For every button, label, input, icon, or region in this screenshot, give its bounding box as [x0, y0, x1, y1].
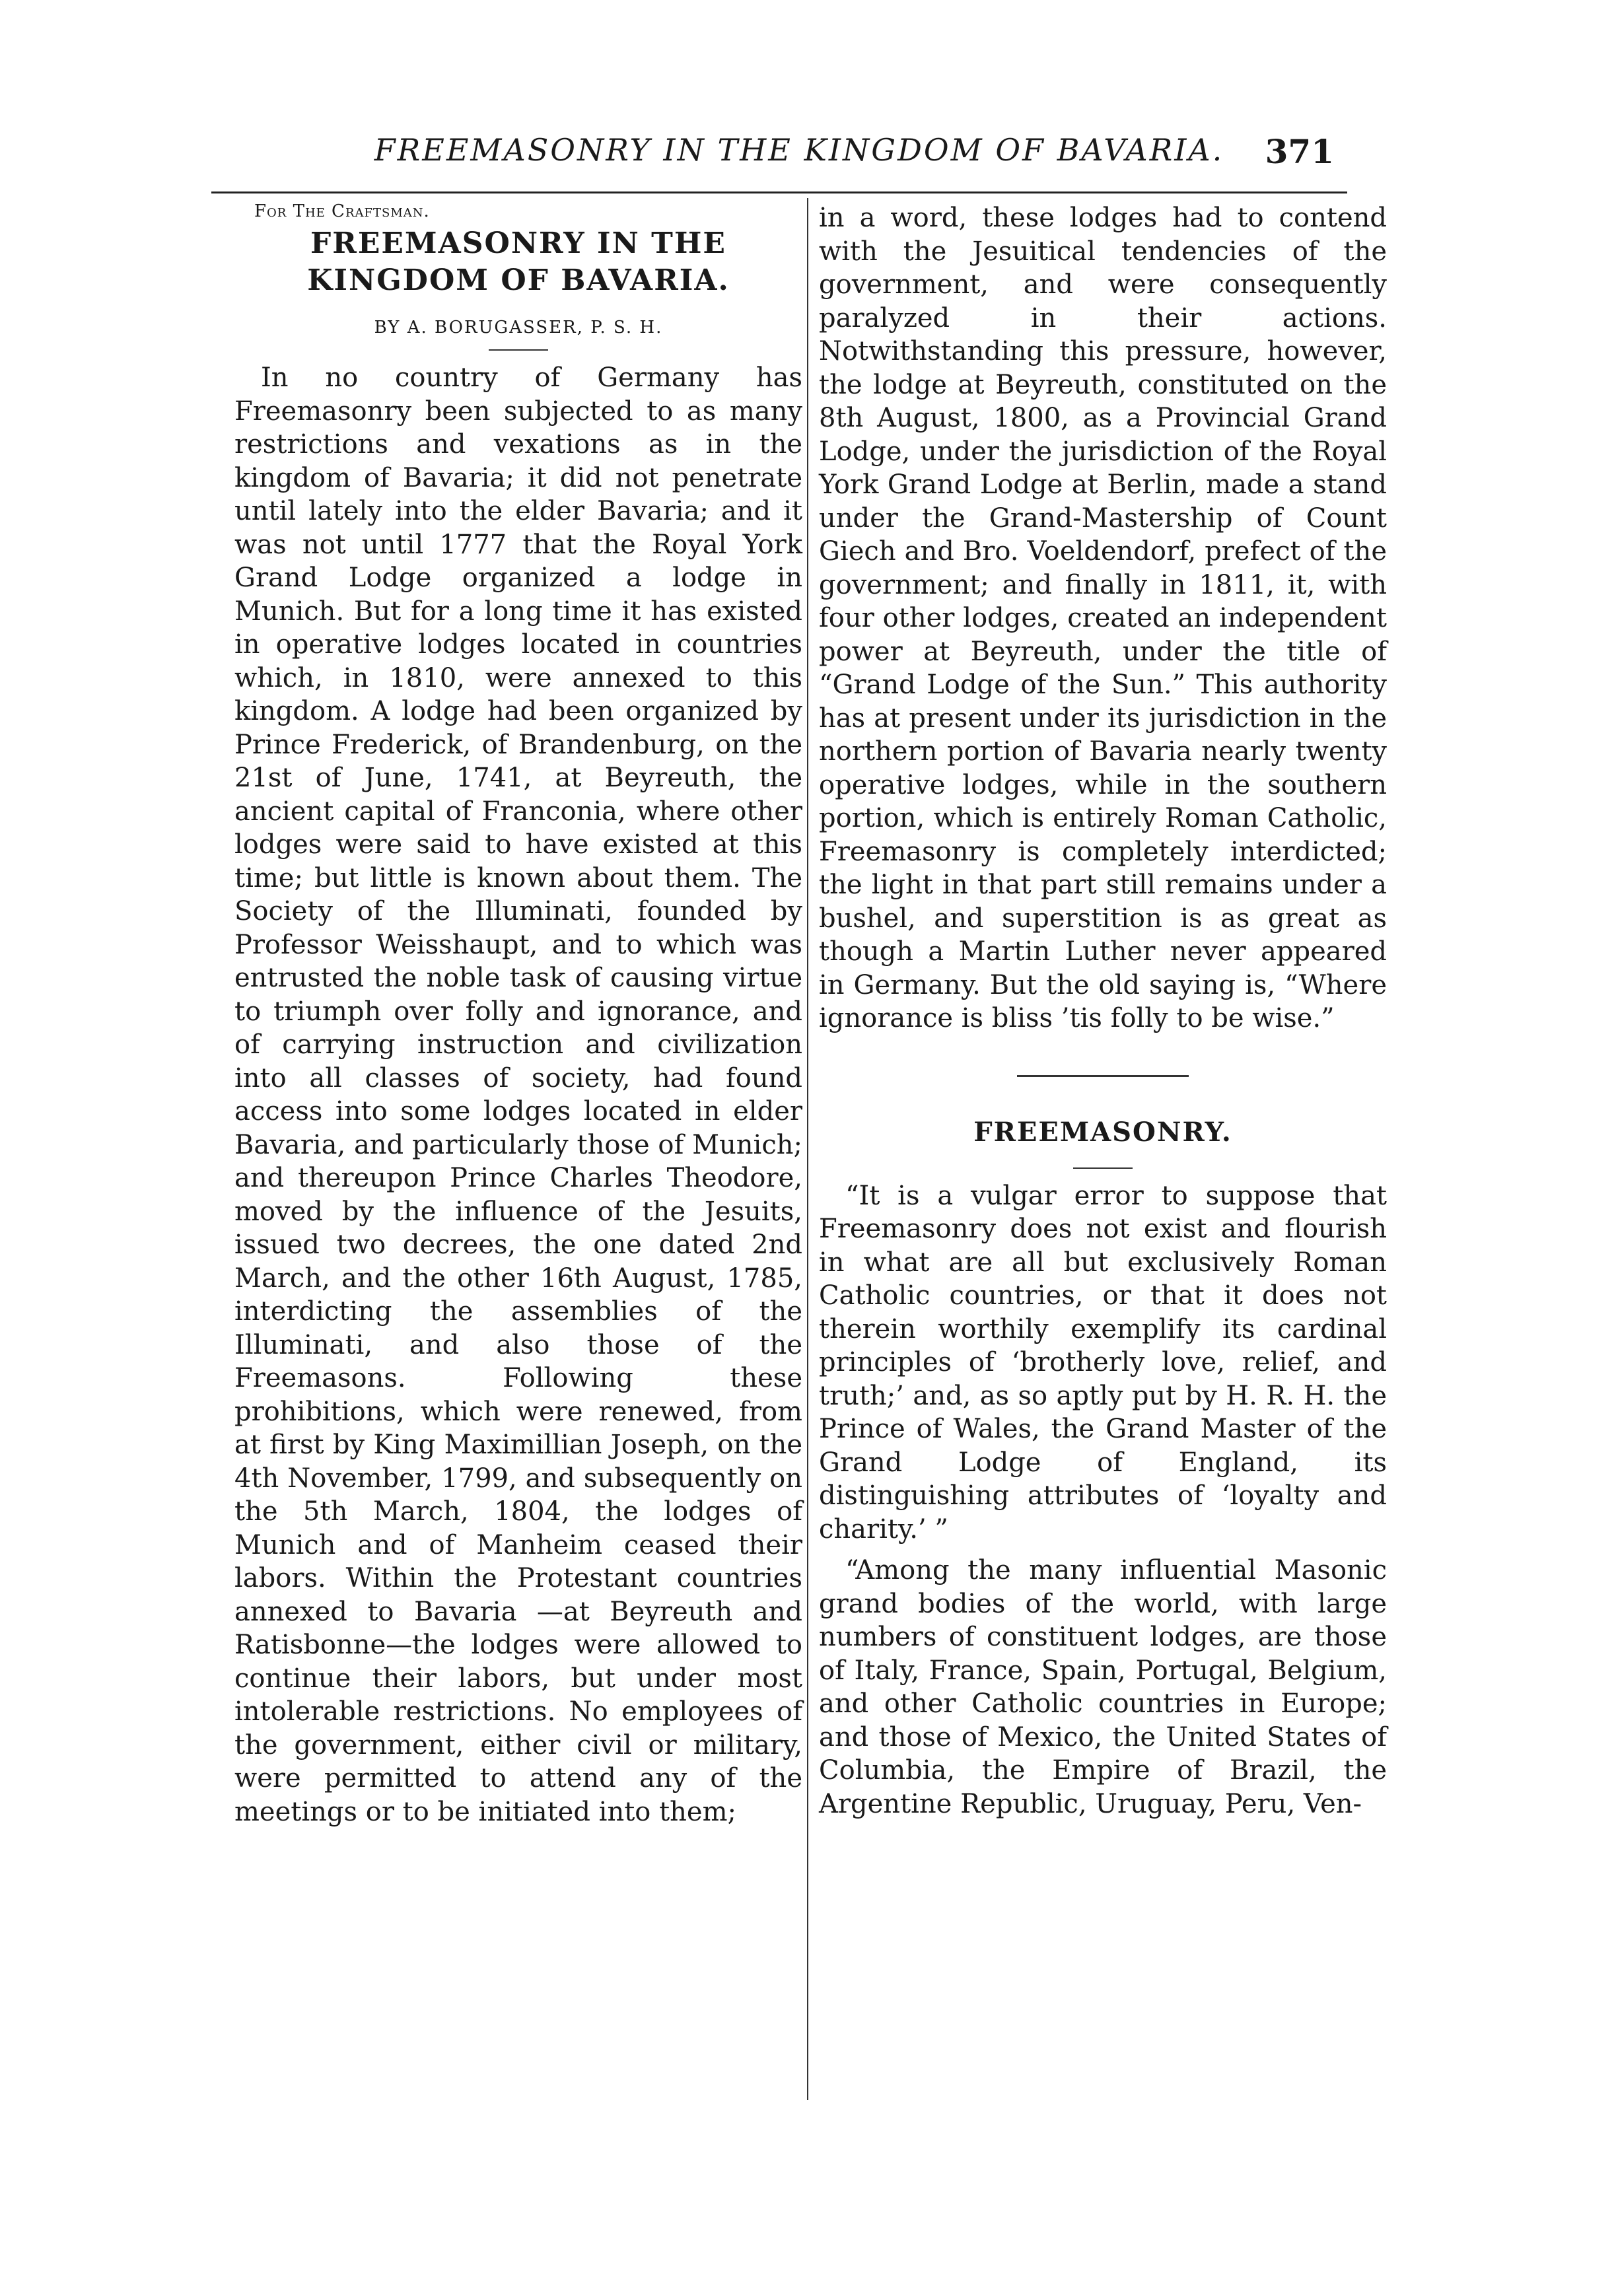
article-byline: BY A. BORUGASSER, P. S. H.	[374, 318, 663, 337]
article-source: For The Craftsman.	[254, 201, 430, 221]
article-paragraph: In no country of Germany has Freemasonry been subjected to as many restrictions and vexations as in the kingdom of Bavaria; it did not penetrate until lately into the elder Bavaria; and it was not until 1777 that the Royal York Grand Lodge organized a lodge in Munich. But for a long time it has existed in operative lodges located in countries which, in 1810, were annexed to this kingdom. A lodge had been organized by Prince Frederick, of Brandenburg, on the 21st of June, 1741, at Beyreuth, the ancient capital of Franconia, where other lodges were said to have existed at this time; but little is known about them. The Society of the Illuminati, founded by Professor Weisshaupt, and to which was entrusted the noble task of causing virtue to triumph over folly and ignorance, and of carrying instruction and civilization into all classes of society, had found access into some lodges located in elder Bavaria, and particularly those of Munich; and thereupon Prince Charles Theodore, moved by the influence of the Jesuits, issued two decrees, the one dated 2nd March, and the other 16th August, 1785, interdicting the assemblies of the Illuminati, and also those of the Freemasons. Following these prohibitions, which were renewed, from at first by King Maximillian Joseph, on the 4th November, 1799, and subsequently on the 5th March, 1804, the lodges of Munich and of Manheim ceased their labors. Within the Protestant countries annexed to Bavaria —at Beyreuth and Ratisbonne—the lodges were allowed to continue their labors, but under most intolerable restrictions. No employees of the government, either civil or military, were permitted to attend any of the meetings or to be initiated into them;	[234, 363, 802, 1827]
column-divider	[807, 198, 808, 2100]
quote-paragraph: “It is a vulgar error to suppose that Freemasonry does not exist and flourish in what are all but exclusively Roman Catholic countries, or that it does not therein worthily exemplify its cardinal principles of ‘brotherly love, relief, and truth;’ and, as so aptly put by H. R. H. the Prince of Wales, the Grand Master of the Grand Lodge of England, its distinguishing attributes of ‘loyalty and charity.’ ”	[819, 1180, 1387, 1545]
section-title: FREEMASONRY.	[973, 1116, 1232, 1148]
section-title-rule	[1073, 1167, 1133, 1169]
article-paragraph-continued: in a word, these lodges had to contend with the Jesuitical tendencies of the government, and were consequently paralyzed in their actions. Notwithstanding this pressure, however, the lodge at Beyreuth, constituted on the 8th August, 1800, as a Provincial Grand Lodge, under the jurisdiction of the Royal York Grand Lodge at Berlin, made a stand under the Grand-Mastership of Count Giech and Bro. Voeldendorf, prefect of the government; and finally in 1811, it, with four other lodges, created an independent power at Beyreuth, under the title of “Grand Lodge of the Sun.” This authority has at present under its jurisdiction in the northern portion of Bavaria nearly twenty operative lodges, while in the southern portion, which is entirely Roman Catholic, Freemasonry is completely interdicted; the light in that part still remains under a bushel, and superstition is as great as though a Martin Luther never appeared in Germany. But the old saying is, “Where ignorance is bliss ’tis folly to be wise.”	[819, 203, 1387, 1033]
article-title: FREEMASONRY IN THE KINGDOM OF BAVARIA.	[307, 226, 730, 297]
page-header	[238, 132, 1347, 178]
running-title: FREEMASONRY IN THE KINGDOM OF BAVARIA.	[374, 132, 1224, 168]
right-column	[819, 201, 1387, 1821]
section-divider-rule	[1017, 1075, 1189, 1077]
left-column	[234, 201, 802, 1828]
byline-rule	[489, 349, 548, 351]
page-number: 371	[1265, 132, 1334, 171]
quote-paragraph: “Among the many influential Masonic grand bodies of the world, with large numbers of constituent lodges, are those of Italy, France, Spain, Portugal, Belgium, and other Catholic countries in Europe; and those of Mexico, the United States of Columbia, the Empire of Brazil, the Argentine Republic, Uruguay, Peru, Ven-	[819, 1555, 1387, 1819]
header-rule	[211, 191, 1347, 193]
